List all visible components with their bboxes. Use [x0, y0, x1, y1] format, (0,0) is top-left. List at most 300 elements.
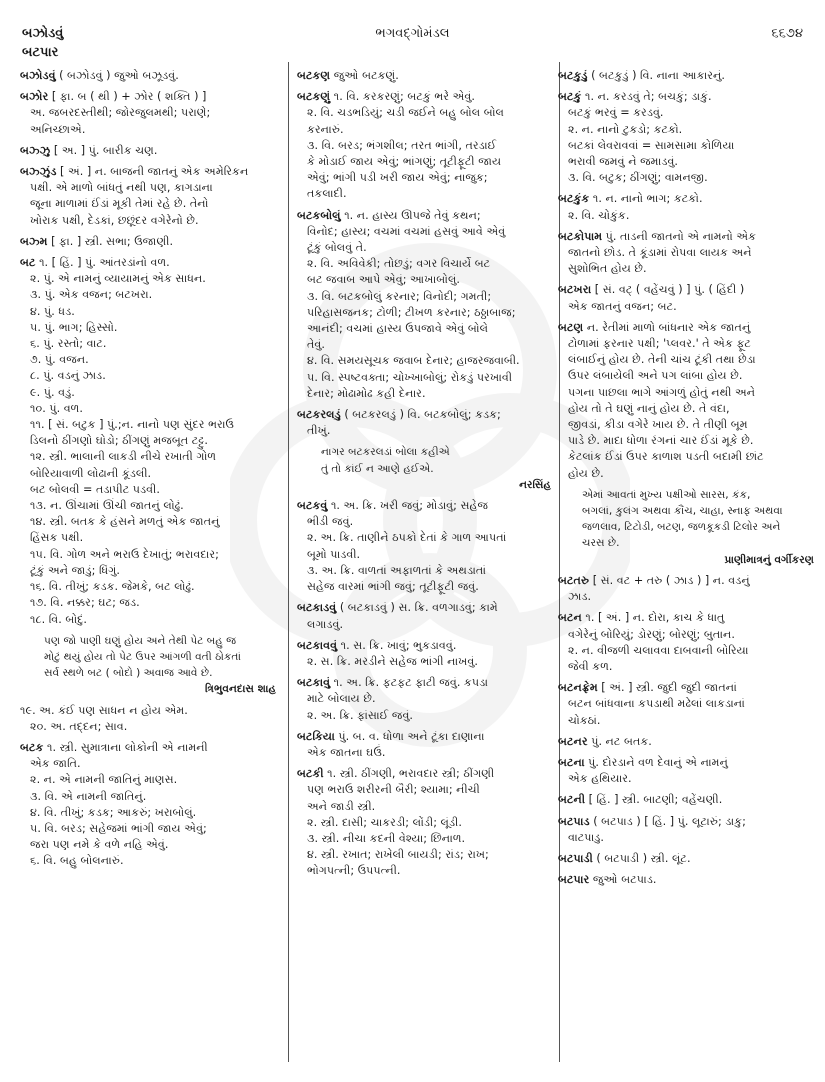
definition-text: ૧. ન. નાનો ભાગ; કટકો.: [592, 192, 703, 206]
sense-line: [20, 805, 276, 821]
definition-text: કે મોડાઈ જાય એવું; ભાંગણું; તૂટીફૂટી જાય: [307, 155, 502, 169]
definition-text: [ ફા. ] સ્ત્રી. સભા; ઉજાણી.: [51, 234, 174, 248]
sense-line: [558, 352, 814, 368]
entry-first-line: [297, 208, 551, 224]
citation-block: [558, 487, 814, 568]
definition-text: ૭. પું. વજન.: [30, 353, 89, 367]
definition-text: ન. રેતીમાં માળો બાંધનાર એક જાતનું: [586, 320, 751, 334]
definition-text: ડિલનો ઠીંગણો ઘોડો; ઠીંગણું મજબૂત ટટ્ટુ.: [30, 434, 208, 448]
dictionary-entry: [297, 600, 551, 632]
definition-text: અનિચ્છાએ.: [30, 122, 86, 136]
definition-text: ( બટપાડી ) સ્ત્રી. લૂંટ.: [596, 851, 691, 865]
definition-text: બટ બોલવી = તડાપીટ પડવી.: [30, 482, 160, 496]
sense-line: [297, 353, 551, 369]
dictionary-entry: [20, 255, 276, 628]
sense-line: [558, 589, 814, 605]
entry-first-line: [558, 851, 814, 867]
headword: બટકાવું: [297, 676, 331, 690]
definition-text: બટન બાંધવાના કપડાથી મઢેલાં લાકડાનાં: [568, 697, 745, 711]
sense-line: [20, 772, 276, 788]
headword: બટ: [20, 256, 36, 270]
definition-text: ૪. સ્ત્રી. રખાત; રાખેલી બાયડી; રાંડ; રાખ;: [307, 848, 489, 862]
definition-text: ૨. વિ. ચોકુંક.: [568, 208, 630, 222]
definition-text: પક્ષી. એ માળો બાંધતું નથી પણ, કાગડાના: [30, 181, 213, 195]
sense-line: [20, 352, 276, 368]
sense-line: [20, 385, 276, 401]
definition-text: ભરાવી જમવું ને જમાડવું.: [568, 155, 678, 169]
sense-line: [297, 105, 551, 121]
citation-block: [20, 633, 276, 698]
headword: બઝ્ઝુંડ: [20, 165, 57, 179]
definition-text: ૧૨. સ્ત્રી. ભાલાની લાકડી નીચે રખાતી ગોળ: [30, 450, 217, 464]
headword: બટપાર: [558, 873, 590, 887]
sense-line: [297, 745, 551, 761]
headword: બટકુંક: [558, 192, 590, 206]
column-2: [288, 62, 560, 1062]
sense-line: [558, 830, 814, 846]
sense-line: [297, 579, 551, 595]
entry-first-line: [297, 89, 551, 105]
quote-line: જળલાવ, ટિટોડી, બટણ, જળકૂકડી ટિલોર અને: [582, 521, 781, 534]
definition-text: ૧૧. [ સં. બટુક ] પું.;ન. નાનો પણ સુંદર ભરાઉ: [30, 418, 234, 432]
definition-text: ઉપર લંબાયેલી અને પગ લાંબા હોય છે.: [568, 369, 743, 383]
quote-line: નાગર બટકરલડાં બોલા કહીએ: [321, 446, 450, 459]
dictionary-entry: [558, 610, 814, 675]
definition-text: બૂમો પાડવી.: [307, 547, 361, 561]
definition-text: સુશોભિત હોય છે.: [568, 262, 647, 276]
definition-text: ૧૭. વિ. નક્કર; ઘટ; જડ.: [30, 596, 140, 610]
headword: બટનર: [558, 734, 588, 748]
definition-text: [ અ. ] પું. બારીક ચણ.: [53, 143, 158, 157]
sense-line: [297, 617, 551, 633]
dictionary-entry: [20, 68, 276, 84]
definition-text: ટૂંકું અને જાડું; ધિંગું.: [30, 563, 120, 577]
headword: બઝ્મ: [20, 234, 48, 248]
sense-line: [20, 612, 276, 628]
entry-first-line: [558, 814, 814, 830]
sense-line: [297, 799, 551, 815]
dictionary-entry: [558, 755, 814, 787]
definition-text: ૪. પું. ધડ.: [30, 304, 75, 318]
sense-line: [297, 423, 551, 439]
definition-text: ૮. પું. વડનું ઝાડ.: [30, 369, 106, 383]
headword: બટકરલડું: [297, 408, 341, 422]
definition-text: ૧૮. વિ. બોદું.: [30, 612, 87, 626]
definition-text: પણ ભરાઉ શરીરની બૈરી; શ્યામા; નીચી: [307, 783, 480, 797]
sense-line: [20, 837, 276, 853]
definition-text: ૫. પું. ભાગ; હિસ્સો.: [30, 320, 118, 334]
definition-text: ૫. વિ. બરડ; સહેજમાં ભાંગી જાય એવું;: [30, 821, 207, 835]
definition-text: ૨. ન. નાનો ટુકડો; કટકો.: [568, 122, 683, 136]
sense-line: [20, 547, 276, 563]
sense-line: [297, 170, 551, 186]
sense-line: [20, 595, 276, 611]
definition-text: ૧૬. વિ. તીખું; કડક. જેમકે, બટ લોઢું.: [30, 580, 195, 594]
definition-text: ૨. અ. ક્રિ. ફાંસાઈ જવું.: [307, 708, 413, 722]
entry-first-line: [558, 792, 814, 808]
headword: બઝોડવું: [20, 69, 56, 82]
sense-line: [20, 482, 276, 498]
dictionary-entry: [297, 407, 551, 439]
sense-line: [20, 530, 276, 546]
headword: બટકિયા: [297, 729, 335, 743]
definition-text: ૬. વિ. બહુ બોલનારું.: [30, 854, 124, 868]
sense-line: [20, 368, 276, 384]
sense-line: [297, 782, 551, 798]
definition-text: બટકું ભરવું = કરડવું.: [568, 106, 664, 120]
entry-first-line: [558, 68, 814, 84]
sense-line: [558, 138, 814, 154]
sense-line: [558, 122, 814, 138]
definition-text: જેવી કળ.: [568, 659, 613, 673]
definition-text: બટ જવાબ આપે એવું; આખાબોલું.: [307, 273, 460, 287]
entry-first-line: [297, 675, 551, 691]
dictionary-entry: [297, 638, 551, 670]
definition-text: પું. દોરડાને વળ દેવાનું એ નામનું: [588, 755, 728, 769]
headword: બટકાવવું: [297, 638, 338, 652]
definition-text: પું. બ. વ. ધોળા અને ટૂંકા દાણાના: [338, 729, 485, 743]
dictionary-entry: [297, 766, 551, 879]
definition-text: તકલાદી.: [307, 187, 347, 201]
entry-first-line: [558, 680, 814, 696]
dictionary-entry: [558, 792, 814, 808]
definition-text: ૧. વિ. કરકરણું; બટકું ભરે એવું.: [333, 90, 475, 104]
definition-text: ખોરાક પક્ષી, દેડકાં, છછૂંદર વગેરેનો છે.: [30, 213, 199, 227]
definition-text: ૯. પું. વડું.: [30, 385, 75, 399]
dictionary-columns: [20, 68, 814, 1068]
sense-line: [558, 433, 814, 449]
sense-line: [558, 713, 814, 729]
sense-line: [297, 691, 551, 707]
entry-first-line: [20, 89, 276, 105]
definition-text: ૩. વિ. બરડ; ભંગશીલ; તરત ભાંગી, તરડાઈ: [307, 138, 497, 152]
definition-text: ૧. સ્ત્રી. ઠીંગણી, ભરાવદાર સ્ત્રી; ઠીંગણી: [327, 767, 495, 781]
headword: બઝ્ઝુ: [20, 143, 51, 157]
definition-text: એવું; ભાંગી પડી ખરી જાય એવું; નાજુક;: [307, 171, 488, 185]
definition-text: હોય તો તે ઘણું નાનું હોય છે. તે વંદા,: [568, 401, 730, 415]
definition-text: ૨. વિ. અવિવેકી; તોછડું; વગર વિચાર્યે બટ: [307, 257, 491, 271]
dictionary-entry: [20, 143, 276, 159]
sense-line: [20, 433, 276, 449]
sense-line: [297, 815, 551, 831]
entry-first-line: [558, 89, 814, 105]
definition-text: ૨. સ્ત્રી. દાસી; ચાકરડી; લોંડી; લૂંડી.: [307, 815, 462, 829]
definition-text: ૪. વિ. સમયસૂચક જવાબ દેનાર; હાજરજવાબી.: [307, 354, 520, 368]
definition-text: ટોળામાં ફરનાર પક્ષી; 'પ્લવર.' તે એક ફૂટ: [568, 337, 751, 351]
definition-text: ૧૩. ન. ઊંચામાં ઊંચી જાતનું લોઢું.: [30, 499, 184, 513]
definition-text: જૂના માળામાં ઈંડાં મૂકી તેમાં રહે છે. તેનો: [30, 197, 209, 211]
sense-line: [297, 563, 551, 579]
headword: બટક: [20, 740, 44, 754]
entry-first-line: [297, 766, 551, 782]
sense-line: [558, 643, 814, 659]
sense-line: [20, 756, 276, 772]
definition-text: ૧. સ્ત્રી. સુમાત્રાના લોકોની એ નામની: [46, 740, 208, 754]
sense-line: [558, 105, 814, 121]
quote-author: પ્રાણીમાત્રનું વર્ગીકરણ: [724, 553, 814, 566]
sense-line: [297, 863, 551, 879]
dictionary-entry: [558, 229, 814, 278]
dictionary-entry: [20, 740, 276, 870]
entry-first-line: [20, 255, 276, 271]
sense-line: [558, 245, 814, 261]
definition-text: ૩. વિ. બટુક; ઠીંગણું; વામનજી.: [568, 171, 708, 185]
definition-text: ૧. ન. કરડવું તે; બચકું; ડાકું.: [584, 90, 712, 104]
sense-line: [558, 627, 814, 643]
sense-line: [558, 466, 814, 482]
dictionary-entry: [558, 89, 814, 186]
definition-text: એક હથિયાર.: [568, 772, 632, 786]
sense-line: [20, 821, 276, 837]
sense-line: [558, 401, 814, 417]
dictionary-entry: [558, 851, 814, 867]
definition-text: વાટપાડુ.: [568, 830, 604, 844]
definition-text: ૨. વિ. ચડભડિયું; ચડી જઈને બહુ બોલ બોલ: [307, 106, 504, 120]
guide-word-last: બટપાર: [22, 45, 59, 60]
entry-first-line: [558, 229, 814, 245]
entry-first-line: [558, 610, 814, 626]
sense-line: [297, 831, 551, 847]
sense-line: [297, 138, 551, 154]
headword: બટપાડી: [558, 851, 593, 865]
headword: બટપાડ: [558, 814, 590, 828]
quote-line: તું તો કાંઈ ન આણે હઈએ.: [321, 462, 434, 475]
definition-text: સહેજ વારમાં ભાંગી જવું; તૂટીફૂટી જવું.: [307, 580, 479, 594]
sense-line: [20, 105, 276, 121]
definition-text: ૧. ન. હાસ્ય ઊપજે તેવું કથન;: [344, 208, 481, 222]
sense-line: [558, 208, 814, 224]
definition-text: ટૂંકું બોલવું તે.: [307, 241, 367, 255]
headword: બટન: [558, 611, 582, 625]
entry-first-line: [20, 143, 276, 159]
definition-text: [ હિં. ] સ્ત્રી. બાટણી; વહેંચણી.: [588, 793, 723, 807]
sense-line: [20, 304, 276, 320]
sense-line: [297, 224, 551, 240]
definition-text: ૬. પું. રસ્તો; વાટ.: [30, 337, 107, 351]
definition-text: કરનારું.: [307, 122, 344, 136]
definition-text: ૨. પું. એ નામનું વ્યાયામનું એક સાધન.: [30, 272, 206, 286]
definition-text: વિનોદ; હાસ્ય; વચમાં વચમાં હસવું આવે એવું: [307, 224, 506, 238]
dictionary-entry: [558, 734, 814, 750]
headword: બઝોર: [20, 90, 49, 104]
quote-line: ચરસ છે.: [582, 537, 620, 550]
dictionary-entry: [20, 703, 276, 735]
sense-line: [20, 401, 276, 417]
definition-text: જાતનો છોડ. તે કૂંડામાં રોપવા લાયક અને: [568, 246, 752, 260]
definition-text: જીવડાં, કીડા વગેરે ખાય છે. તે તીણી બૂમ: [568, 418, 748, 432]
definition-text: એક જાતિ.: [30, 757, 81, 771]
guide-word-first: બઝોડવું: [22, 26, 64, 41]
sense-line: [558, 385, 814, 401]
quote-author: નરસિંહ: [519, 478, 551, 491]
definition-text: આનંદી; વચમાં હાસ્ય ઉપજાવે એવું બોલે: [307, 322, 489, 336]
dictionary-entry: [20, 89, 276, 138]
definition-text: માટે બોલાય છે.: [307, 692, 376, 706]
entry-first-line: [558, 573, 814, 589]
sense-line: [20, 180, 276, 196]
definition-text: ૩. અ. ક્રિ. વાળતાં અફાળતાં કે અથડાતાં: [307, 563, 487, 577]
definition-text: ૩. વિ. બટકબોલું કરનાર; વિનોદી; ગમતી;: [307, 289, 492, 303]
definition-text: [ સં. વટ્ ( વહેંચવું ) ] પું. ( હિંદી ): [594, 283, 745, 297]
headword: બટકુડું: [558, 69, 588, 82]
definition-text: ૧. [ અં. ] ન. દોરા, કાચ કે ધાતુ: [585, 611, 725, 625]
quote-line: સર્વ સ્થળે બટ ( બોદો ) અવાજ આવે છે.: [44, 667, 213, 680]
definition-text: કેટલાંક ઈંડાં ઉપર કાળાશ પડતી બદામી છાંટ: [568, 450, 764, 464]
headword: બટકબોલું: [297, 208, 341, 222]
entry-first-line: [558, 872, 814, 888]
sense-line: [558, 154, 814, 170]
sense-line: [558, 449, 814, 465]
dictionary-entry: [558, 68, 814, 84]
sense-line: [297, 122, 551, 138]
sense-line: [20, 853, 276, 869]
dictionary-entry: [297, 68, 551, 84]
sense-line: [558, 261, 814, 277]
dictionary-entry: [20, 164, 276, 229]
sense-line: [297, 186, 551, 202]
definition-text: જુઓ બટપાડ.: [592, 873, 657, 887]
sense-line: [558, 696, 814, 712]
headword: બટની: [558, 793, 586, 807]
dictionary-entry: [297, 89, 551, 202]
sense-line: [297, 154, 551, 170]
definition-text: હોય છે.: [568, 466, 604, 480]
sense-line: [297, 847, 551, 863]
entry-first-line: [558, 282, 814, 298]
definition-text: ( બટકુડું ) વિ. નાના આકારનું.: [591, 69, 725, 82]
entry-first-line: [297, 68, 551, 84]
headword: બટતરુ: [558, 573, 590, 587]
definition-text: જરા પણ નમે કે વળે નહિ એવું.: [30, 838, 169, 852]
definition-text: એક જાતનું વજન; બટ.: [568, 299, 677, 313]
sense-line: [297, 272, 551, 288]
definition-text: પું. તાડની જાતનો એ નામનો એક: [605, 229, 757, 243]
page-number: ૬૬૭૪: [771, 26, 803, 41]
definition-text: અ. જબરદસ્તીથી; જોરજુલમથી; પરાણે;: [30, 106, 211, 120]
dictionary-entry: [558, 872, 814, 888]
dictionary-entry: [558, 573, 814, 605]
definition-text: હિંસક પક્ષી.: [30, 531, 84, 545]
definition-text: ૧૪. સ્ત્રી. બતક કે હંસને મળતું એક જાતનું: [30, 515, 220, 529]
quote-line: બગલાં, કુલંગ અથવા કૌંચ, ચાહા, સ્નાફ અથવા: [582, 505, 783, 518]
sense-line: [20, 196, 276, 212]
sense-line: [297, 321, 551, 337]
sense-line: [558, 368, 814, 384]
definition-text: [ સં. વટ + તરુ ( ઝાડ ) ] ન. વડનું: [592, 573, 750, 587]
definition-text: ( બઝોડવું ) જુઓ બઝૂડવું.: [59, 69, 179, 82]
dictionary-entry: [558, 814, 814, 846]
definition-text: ૨૦. અ. તદ્દન; સાવ.: [30, 719, 128, 733]
dictionary-entry: [20, 234, 276, 250]
entry-first-line: [297, 498, 551, 514]
definition-text: ચોકઠાં.: [568, 713, 601, 727]
definition-text: એક જાતના ઘઉં.: [307, 745, 386, 759]
dictionary-entry: [297, 729, 551, 761]
headword: બટખરા: [558, 283, 592, 297]
definition-text: ૨. ન. વીજળી ચલાવવા દાબવાની બોરિયા: [568, 643, 749, 657]
dictionary-entry: [558, 282, 814, 314]
definition-text: પરિહાસજનક; ટોળી; ટીખળ કરનાર; ઠઠ્ઠાબાજ;: [307, 305, 516, 319]
sense-line: [20, 417, 276, 433]
entry-first-line: [297, 638, 551, 654]
sense-line: [558, 336, 814, 352]
sense-line: [20, 498, 276, 514]
citation-block: [297, 444, 551, 493]
definition-text: લગાડવું.: [307, 617, 344, 631]
definition-text: તીખું.: [307, 424, 331, 438]
definition-text: ( બટકરલડું ) વિ. બટકબોલું; કડક;: [344, 408, 501, 422]
sense-line: [297, 240, 551, 256]
quote-author: ત્રિભુવનદાસ શાહ: [205, 683, 276, 696]
definition-text: જુઓ બટકણું.: [333, 69, 399, 82]
quote-line: મોટું થયું હોય તો પેટ ઉપર આંગળી વતી ઠોકતાં: [44, 650, 242, 663]
sense-line: [297, 654, 551, 670]
definition-text: ૧. [ હિં. ] પું. આંતરડાંનો વળ.: [39, 256, 170, 270]
sense-line: [297, 386, 551, 402]
sense-line: [20, 122, 276, 138]
definition-text: ૧૫. વિ. ગોળ અને ભરાઉ દેખાતું; ભરાવદાર;: [30, 547, 219, 561]
definition-text: ભોગપત્ની; ઉપપત્ની.: [307, 864, 401, 878]
sense-line: [20, 789, 276, 805]
definition-text: વગેરેનું બોરિયું; ડોરણું; બોરણું; બુતાન.: [568, 627, 735, 641]
sense-line: [20, 579, 276, 595]
definition-text: બટકાં લેવરાવવાં = સામસામા કોળિયા: [568, 138, 735, 152]
entry-first-line: [558, 734, 814, 750]
entry-first-line: [558, 755, 814, 771]
definition-text: દેનાર; મોઢામોઢ કહી દેનાર.: [307, 386, 426, 400]
sense-line: [20, 449, 276, 465]
definition-text: ઝાડ.: [568, 590, 592, 604]
quote-line: પણ જો પાણી ઘણું હોય અને તેથી પેટ બહુ જ: [44, 634, 237, 647]
headword: બટકવું: [297, 499, 328, 513]
definition-text: ૩. વિ. એ નામની જાતિનું.: [30, 789, 147, 803]
sense-line: [558, 170, 814, 186]
definition-text: ૨. અ. ક્રિ. તાણીને ઠપકો દેતાં કે ગાળ આપતાં: [307, 531, 507, 545]
definition-text: ૨. ન. એ નામની જાતિનું માણસ.: [30, 773, 178, 787]
entry-first-line: [20, 68, 276, 84]
entry-first-line: [20, 740, 276, 756]
quote-line: એમાં આવતાં મુખ્ય પક્ષીઓ સારસ, કંક,: [582, 488, 751, 501]
definition-text: ( બટપાડ ) [ હિં. ] પું. લૂટારું; ડાકુ;: [593, 814, 746, 828]
sense-line: [20, 271, 276, 287]
sense-line: [20, 336, 276, 352]
headword: બટણ: [558, 320, 584, 334]
sense-line: [297, 256, 551, 272]
sense-line: [297, 530, 551, 546]
sense-line: [297, 289, 551, 305]
sense-line: [558, 299, 814, 315]
entry-first-line: [20, 703, 276, 719]
definition-text: પાડે છે. માદા ધોળા રંગનાં ચાર ઈંડાં મૂકે છે.: [568, 434, 754, 448]
sense-line: [558, 771, 814, 787]
sense-line: [297, 708, 551, 724]
headword: બટકાડવું: [297, 601, 337, 615]
headword: બટનફ્રેમ: [558, 681, 598, 695]
sense-line: [20, 514, 276, 530]
entry-first-line: [20, 234, 276, 250]
sense-line: [297, 305, 551, 321]
dictionary-entry: [558, 680, 814, 729]
definition-text: [ અં. ] સ્ત્રી. જુદી જુદી જાતનાં: [601, 681, 737, 695]
definition-text: ૩. પું. એક વજન; બટખરા.: [30, 288, 153, 302]
entry-first-line: [297, 407, 551, 423]
sense-line: [20, 719, 276, 735]
sense-line: [20, 563, 276, 579]
definition-text: ૧. સ. ક્રિ. ખાવું; ભુકડાવવું.: [340, 638, 457, 652]
entry-first-line: [558, 191, 814, 207]
definition-text: ૧. અ. ક્રિ. ફટફટ ફાટી જવું. કપડા: [333, 676, 488, 690]
sense-line: [20, 213, 276, 229]
